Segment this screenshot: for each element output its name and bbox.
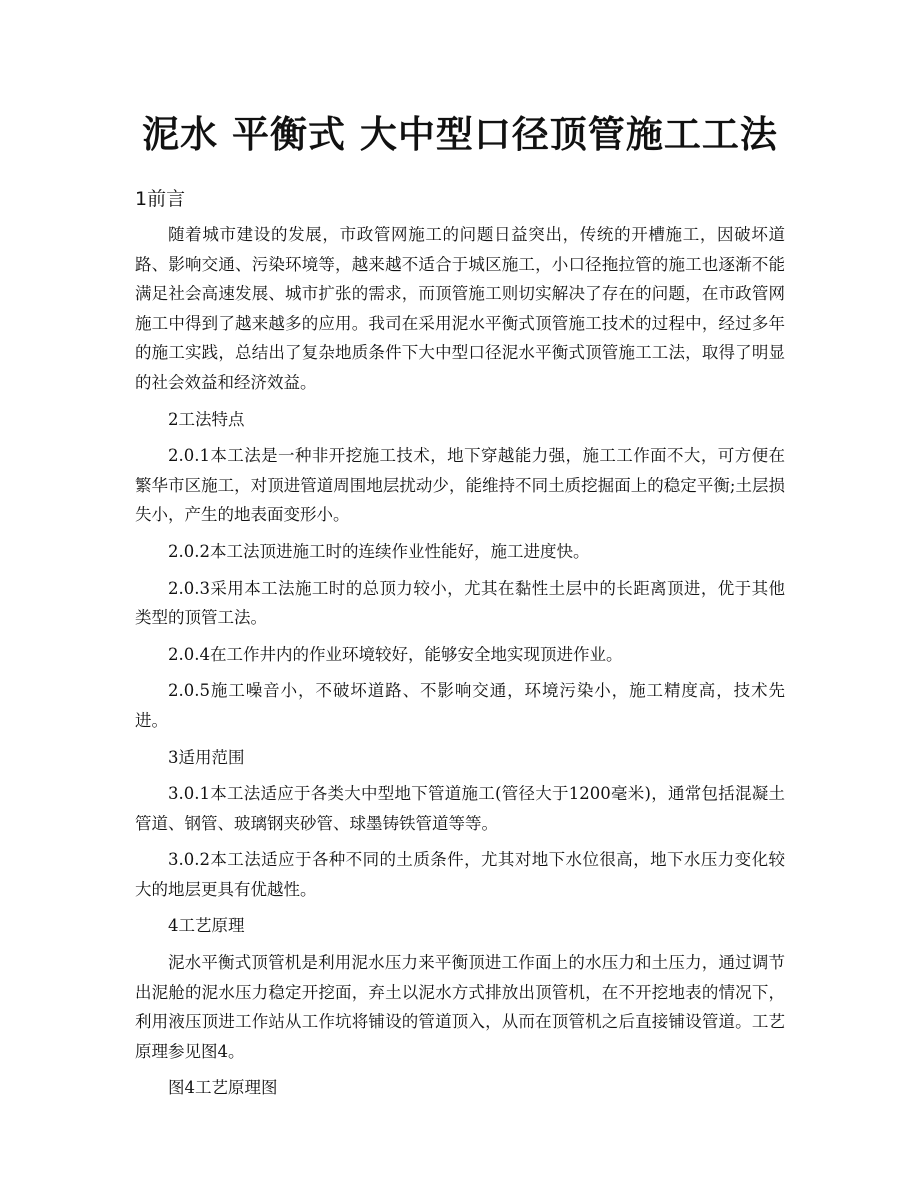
paragraph-2-0-4: 2.0.4在工作井内的作业环境较好，能够安全地实现顶进作业。 xyxy=(168,644,623,664)
figure-caption: 图4工艺原理图 xyxy=(168,1078,278,1098)
paragraph-2-0-1: 2.0.1本工法是一种非开挖施工技术，地下穿越能力强，施工工作面不大，可方便在繁华市区施工，对顶进管道周围地层扰动少，能维持不同土质挖掘面上的稳定平衡;土层损失小，产生的地表面变形小。 xyxy=(135,446,785,525)
paragraph-intro: 随着城市建设的发展，市政管网施工的问题日益突出，传统的开槽施工，因破坏道路、影响交通、污染环境等，越来越不适合于城区施工，小口径拖拉管的施工也逐渐不能满足社会高速发展、城市扩张的需求，而顶管施工则切实解决了存在的问题，在市政管网施工中得到了越来越多的应用。我司在采用泥水平衡式顶管施工技术的过程中，经过多年的施工实践，总结出了复杂地质条件下大中型口径泥水平衡式顶管施工工法，取得了明显的社会效益和经济效益。 xyxy=(135,225,785,392)
paragraph-2-0-2: 2.0.2本工法顶进施工时的连续作业性能好，施工进度快。 xyxy=(168,541,590,561)
section-heading-principle: 4工艺原理 xyxy=(168,916,245,936)
section-heading-preface: 1前言 xyxy=(135,188,186,210)
document-title: 泥水 平衡式 大中型口径顶管施工工法 xyxy=(142,112,778,156)
section-heading-scope: 3适用范围 xyxy=(168,747,245,767)
document-body xyxy=(135,220,785,1110)
section-heading-features: 2工法特点 xyxy=(168,409,245,429)
paragraph-3-0-2: 3.0.2本工法适应于各种不同的土质条件，尤其对地下水位很高，地下水压力变化较大的地层更具有优越性。 xyxy=(135,850,785,899)
paragraph-3-0-1: 3.0.1本工法适应于各类大中型地下管道施工(管径大于1200毫米)，通常包括混凝土管道、钢管、玻璃钢夹砂管、球墨铸铁管道等等。 xyxy=(135,784,785,833)
paragraph-principle: 泥水平衡式顶管机是利用泥水压力来平衡顶进工作面上的水压力和土压力，通过调节出泥舱的泥水压力稳定开挖面，弃土以泥水方式排放出顶管机，在不开挖地表的情况下，利用液压顶进工作站从工作坑将铺设的管道顶入，从而在顶管机之后直接铺设管道。工艺原理参见图4。 xyxy=(135,953,785,1061)
paragraph-2-0-3: 2.0.3采用本工法施工时的总顶力较小，尤其在黏性土层中的长距离顶进，优于其他类型的顶管工法。 xyxy=(135,578,785,628)
paragraph-2-0-5: 2.0.5施工噪音小，不破坏道路、不影响交通，环境污染小，施工精度高，技术先进。 xyxy=(135,681,785,730)
